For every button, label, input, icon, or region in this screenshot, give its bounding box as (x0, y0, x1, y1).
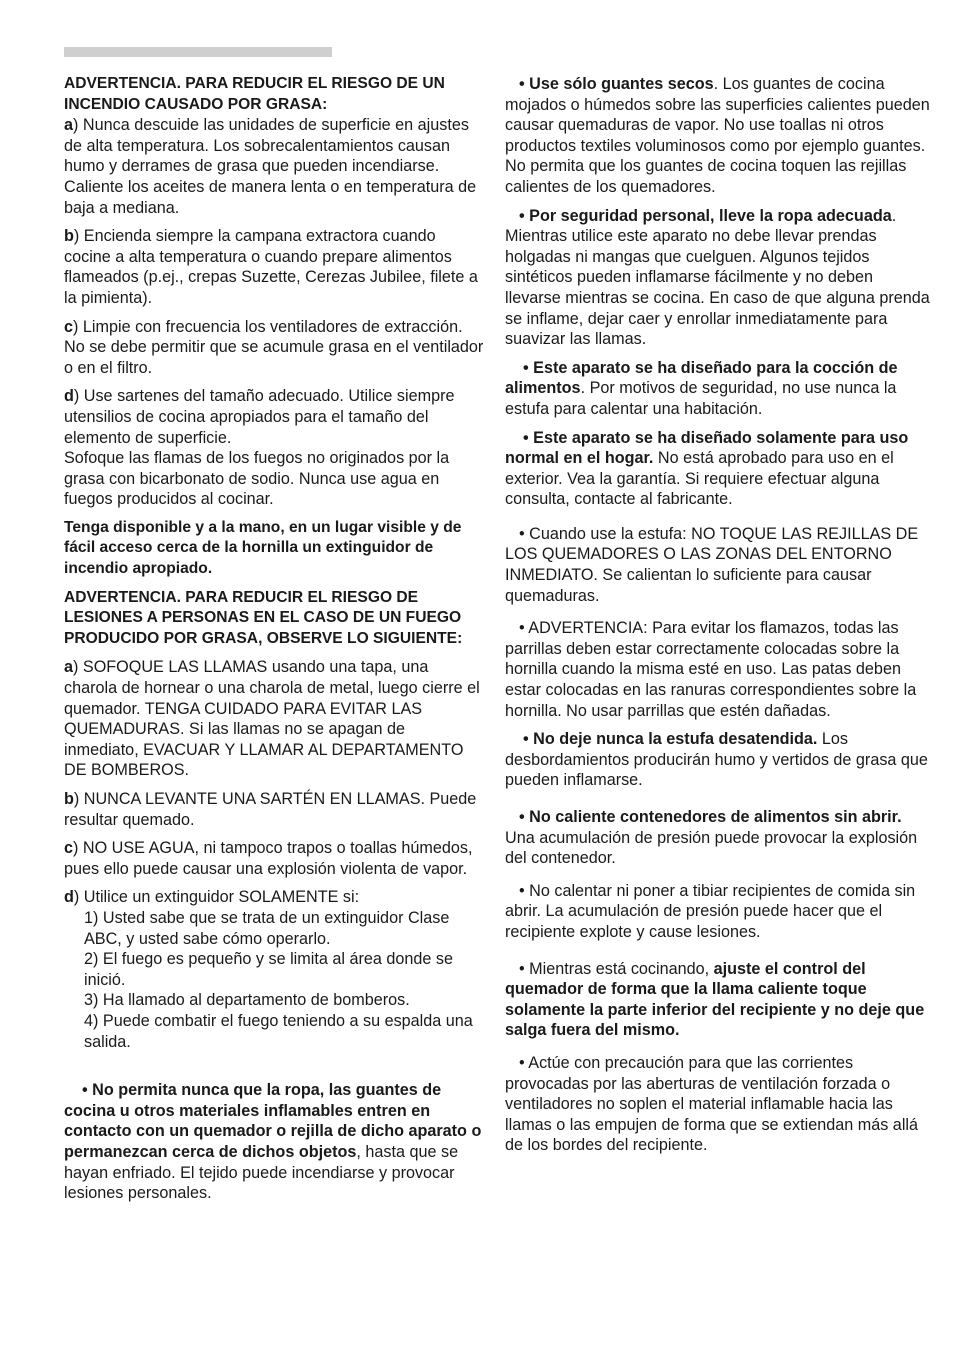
dry-gloves-bullet: • Use sólo guantes secos. Los guantes de cocina mojados o húmedos sobre las superficies calientes pueden causar quemaduras de vapor. No use toallas ni otros productos textiles voluminosos como por ejemplo guantes. No permita que los guantes de cocina toquen las rejillas calientes de los quemadores. (505, 75, 930, 196)
proper-clothing-bullet: • Por seguridad personal, lleve la ropa adecuada. Mientras utilice este aparato no debe llevar prendas holgadas ni mangas que cuelguen. Algunos tejidos sintéticos pueden inflamarse fácilmente y no deben llevarse mientras se cocina. En caso de que alguna prenda se inflame, dejar caer y enrollar inmediatamente para suavizar las llamas. (505, 206, 930, 349)
do-not-touch-bullet: • Cuando use la estufa: NO TOQUE LAS REJILLAS DE LOS QUEMADORES O LAS ZONAS DEL ENTORNO INMEDIATO. Se calientan lo suficiente para causar quemaduras. (505, 524, 919, 605)
drafts-bullet: • Actúe con precaución para que las corrientes provocadas por las aberturas de ventilación forzada o ventiladores no soplen el material inflamable hacia las llamas o las empujen de forma que se extiendan más allá de los bordes del recipiente. (505, 1053, 919, 1155)
smother-note: Sofoque las flamas de los fuegos no originados por la grasa con bicarbonato de sodio. Nunca use agua en fuegos producidos al cocinar. (64, 449, 450, 509)
warning-grease-fire-title: ADVERTENCIA. PARA REDUCIR EL RIESGO DE UN INCENDIO CAUSADO POR GRASA: (64, 75, 445, 113)
right-column (505, 74, 930, 1156)
extinguisher-note: Tenga disponible y a la mano, en un lugar visible y de fácil acceso cerca de la hornilla un extinguidor de incendio apropiado. (64, 518, 462, 578)
extinguisher-condition-3: 3) Ha llamado al departamento de bomberos. (84, 991, 410, 1010)
warning-item-d: d) Use sartenes del tamaño adecuado. Utilice siempre utensilios de cocina apropiados para el tamaño del elemento de superficie. (64, 387, 455, 447)
extinguisher-condition-1: 1) Usted sabe que se trata de un extinguidor Clase ABC, y usted sabe cómo operarlo. (84, 908, 450, 948)
extinguisher-condition-4: 4) Puede combatir el fuego teniendo a su espalda una salida. (84, 1011, 473, 1051)
left-column (64, 74, 484, 1204)
injury-item-b: b) NUNCA LEVANTE UNA SARTÉN EN LLAMAS. Puede resultar quemado. (64, 790, 477, 829)
warning-item-b: b) Encienda siempre la campana extractora cuando cocine a alta temperatura o cuando prepare alimentos flameados (p.ej., crepas Suzette, Cerezas Jubilee, filete a la pimienta). (64, 227, 478, 307)
clothing-warning: • No permita nunca que la ropa, las guantes de cocina u otros materiales inflamables entren en contacto con un quemador o rejilla de dicho aparato o permanezcan cerca de dichos objetos, hasta que se hayan enfriado. El tejido puede incendiarse y provocar lesiones personales. (64, 1081, 482, 1203)
unattended-bullet: • No deje nunca la estufa desatendida. Los desbordamientos producirán humo y vertidos de grasa que pueden inflamarse. (505, 730, 928, 790)
injury-item-c: c) NO USE AGUA, ni tampoco trapos o toallas húmedos, pues ello puede causar una explosión violenta de vapor. (64, 839, 473, 878)
sealed-containers-bullet: • No caliente contenedores de alimentos sin abrir. Una acumulación de presión puede provocar la explosión del contenedor. (505, 808, 918, 868)
warning-item-c: c) Limpie con frecuencia los ventiladores de extracción. No se debe permitir que se acumule grasa en el ventilador o en el filtro. (64, 317, 484, 377)
injury-item-d: d) Utilice un extinguidor SOLAMENTE si: (64, 888, 360, 907)
flame-control-bullet: • Mientras está cocinando, ajuste el control del quemador de forma que la llama caliente toque solamente la parte inferior del recipiente y no deje que salga fuera del mismo. (505, 959, 925, 1040)
warming-containers-bullet: • No calentar ni poner a tibiar recipientes de comida sin abrir. La acumulación de presión puede hacer que el recipiente explote y cause lesiones. (505, 881, 916, 941)
warning-injury-title: ADVERTENCIA. PARA REDUCIR EL RIESGO DE LESIONES A PERSONAS EN EL CASO DE UN FUEGO PRODUCIDO POR GRASA, OBSERVE LO SIGUIENTE: (64, 588, 463, 647)
grates-warning-bullet: • ADVERTENCIA: Para evitar los flamazos, todas las parrillas deben estar correctamente colocadas sobre la hornilla cuando la misma esté en uso. Las patas deben estar colocadas en las ranuras correspondientes sobre la hornilla. No usar parrillas que estén dañadas. (505, 619, 917, 720)
injury-item-a: a) SOFOQUE LAS LLAMAS usando una tapa, una charola de hornear o una charola de metal, luego cierre el quemador. TENGA CUIDADO PARA EVITAR LAS QUEMADURAS. Si las llamas no se apagan de inmediato, EVACUAR Y LLAMAR AL DEPARTAMENTO DE BOMBEROS. (64, 658, 480, 780)
header-rule (64, 47, 332, 57)
warning-item-a: a) Nunca descuide las unidades de superficie en ajustes de alta temperatura. Los sobrecalentamientos causan humo y derrames de grasa que pueden incendiarse. Caliente los aceites de manera lenta o en temperatura de baja a mediana. (64, 116, 477, 217)
cooking-only-bullet: • Este aparato se ha diseñado para la cocción de alimentos. Por motivos de seguridad, no use nunca la estufa para calentar una habitación. (505, 358, 898, 418)
extinguisher-condition-2: 2) El fuego es pequeño y se limita al área donde se inició. (84, 950, 453, 989)
home-use-bullet: • Este aparato se ha diseñado solamente para uso normal en el hogar. No está aprobado para uso en el exterior. Vea la garantía. Si requiere efectuar alguna consulta, contacte al fabricante. (505, 428, 909, 509)
